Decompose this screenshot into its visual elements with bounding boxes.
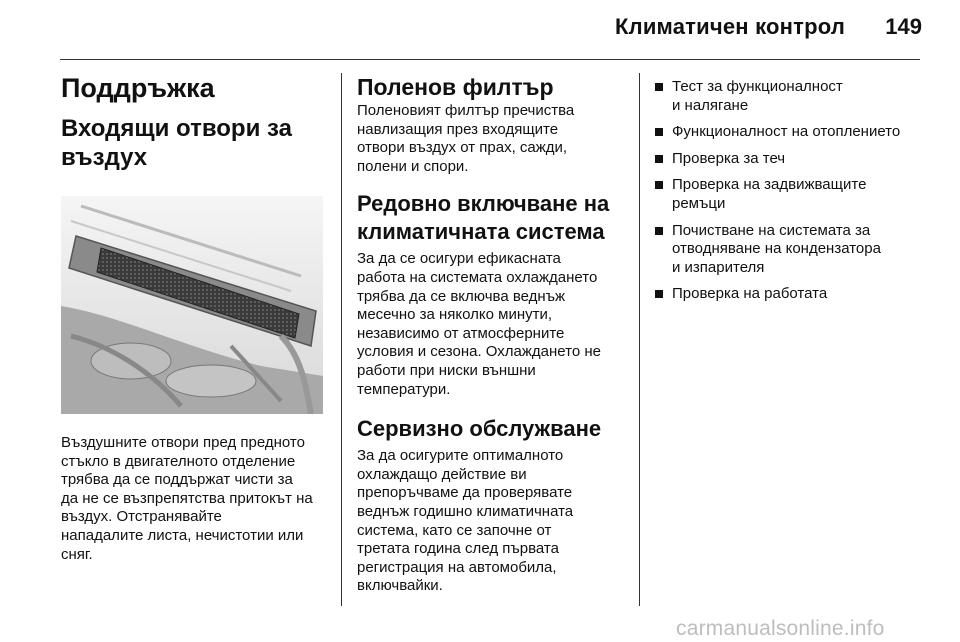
page-number: 149: [885, 14, 922, 39]
bullet-square-icon: [655, 83, 663, 91]
heading-service: Сервизно обслужване: [357, 416, 602, 442]
service-checklist: [655, 78, 925, 304]
regular-ac-use-text: За да се осигури ефикасната работа на системата охлаждането трябва да се включва веднъж месечно за няколко минути, независимо от атмосферните условия и сезона. Охлаждането не работи при ниски външни температури.: [357, 250, 601, 398]
heading-pollen-filter: Поленов филтър: [357, 74, 554, 100]
list-item: Проверка на работата: [655, 285, 925, 304]
list-item: Проверка за теч: [655, 150, 925, 169]
bullet-square-icon: [655, 155, 663, 163]
header-rule: [60, 59, 920, 60]
list-item: Функционалност на отоплението: [655, 123, 925, 142]
column-middle: [357, 72, 627, 596]
section-heading-maintenance: Поддръжка: [61, 73, 215, 103]
air-inlet-illustration-icon: [61, 196, 323, 414]
service-text: За да осигурите оптималното охлаждащо действие ви препоръчваме да проверявате веднъж годишно климатичната система, като се започне от третата година след първата регистрация на автомобила, включвайки.: [357, 447, 574, 595]
bullet-square-icon: [655, 181, 663, 189]
column-divider-1: [341, 73, 342, 606]
list-item: Почистване на системата за отводняване на кондензатора и изпарителя: [655, 222, 925, 278]
page-header-title: Климатичен контрол: [615, 14, 845, 39]
column-divider-2: [639, 73, 640, 606]
bullet-square-icon: [655, 227, 663, 235]
watermark: carmanualsonline.info: [676, 617, 885, 640]
subheading-air-inlets: Входящи отвори за въздух: [61, 115, 292, 171]
air-inlet-illustration: [61, 196, 323, 414]
list-item: Тест за функционалност и налягане: [655, 78, 925, 115]
column-left: [61, 72, 331, 564]
bullet-square-icon: [655, 128, 663, 136]
column-right: [655, 78, 925, 312]
list-item: Проверка на задвижващите ремъци: [655, 176, 925, 213]
bullet-square-icon: [655, 290, 663, 298]
pollen-filter-text: Поленовият филтър пречиства навлизащия през входящите отвори въздух от прах, сажди, полени и спори.: [357, 102, 575, 175]
heading-regular-ac-use: Редовно включване на климатичната система: [357, 191, 610, 245]
air-inlet-paragraph: Въздушните отвори пред предното стъкло в двигателното отделение трябва да се поддържат чисти за да не се възпрепятства притокът на въздух. Отстранявайте нападалите листа, нечистотии или сняг.: [61, 434, 313, 563]
